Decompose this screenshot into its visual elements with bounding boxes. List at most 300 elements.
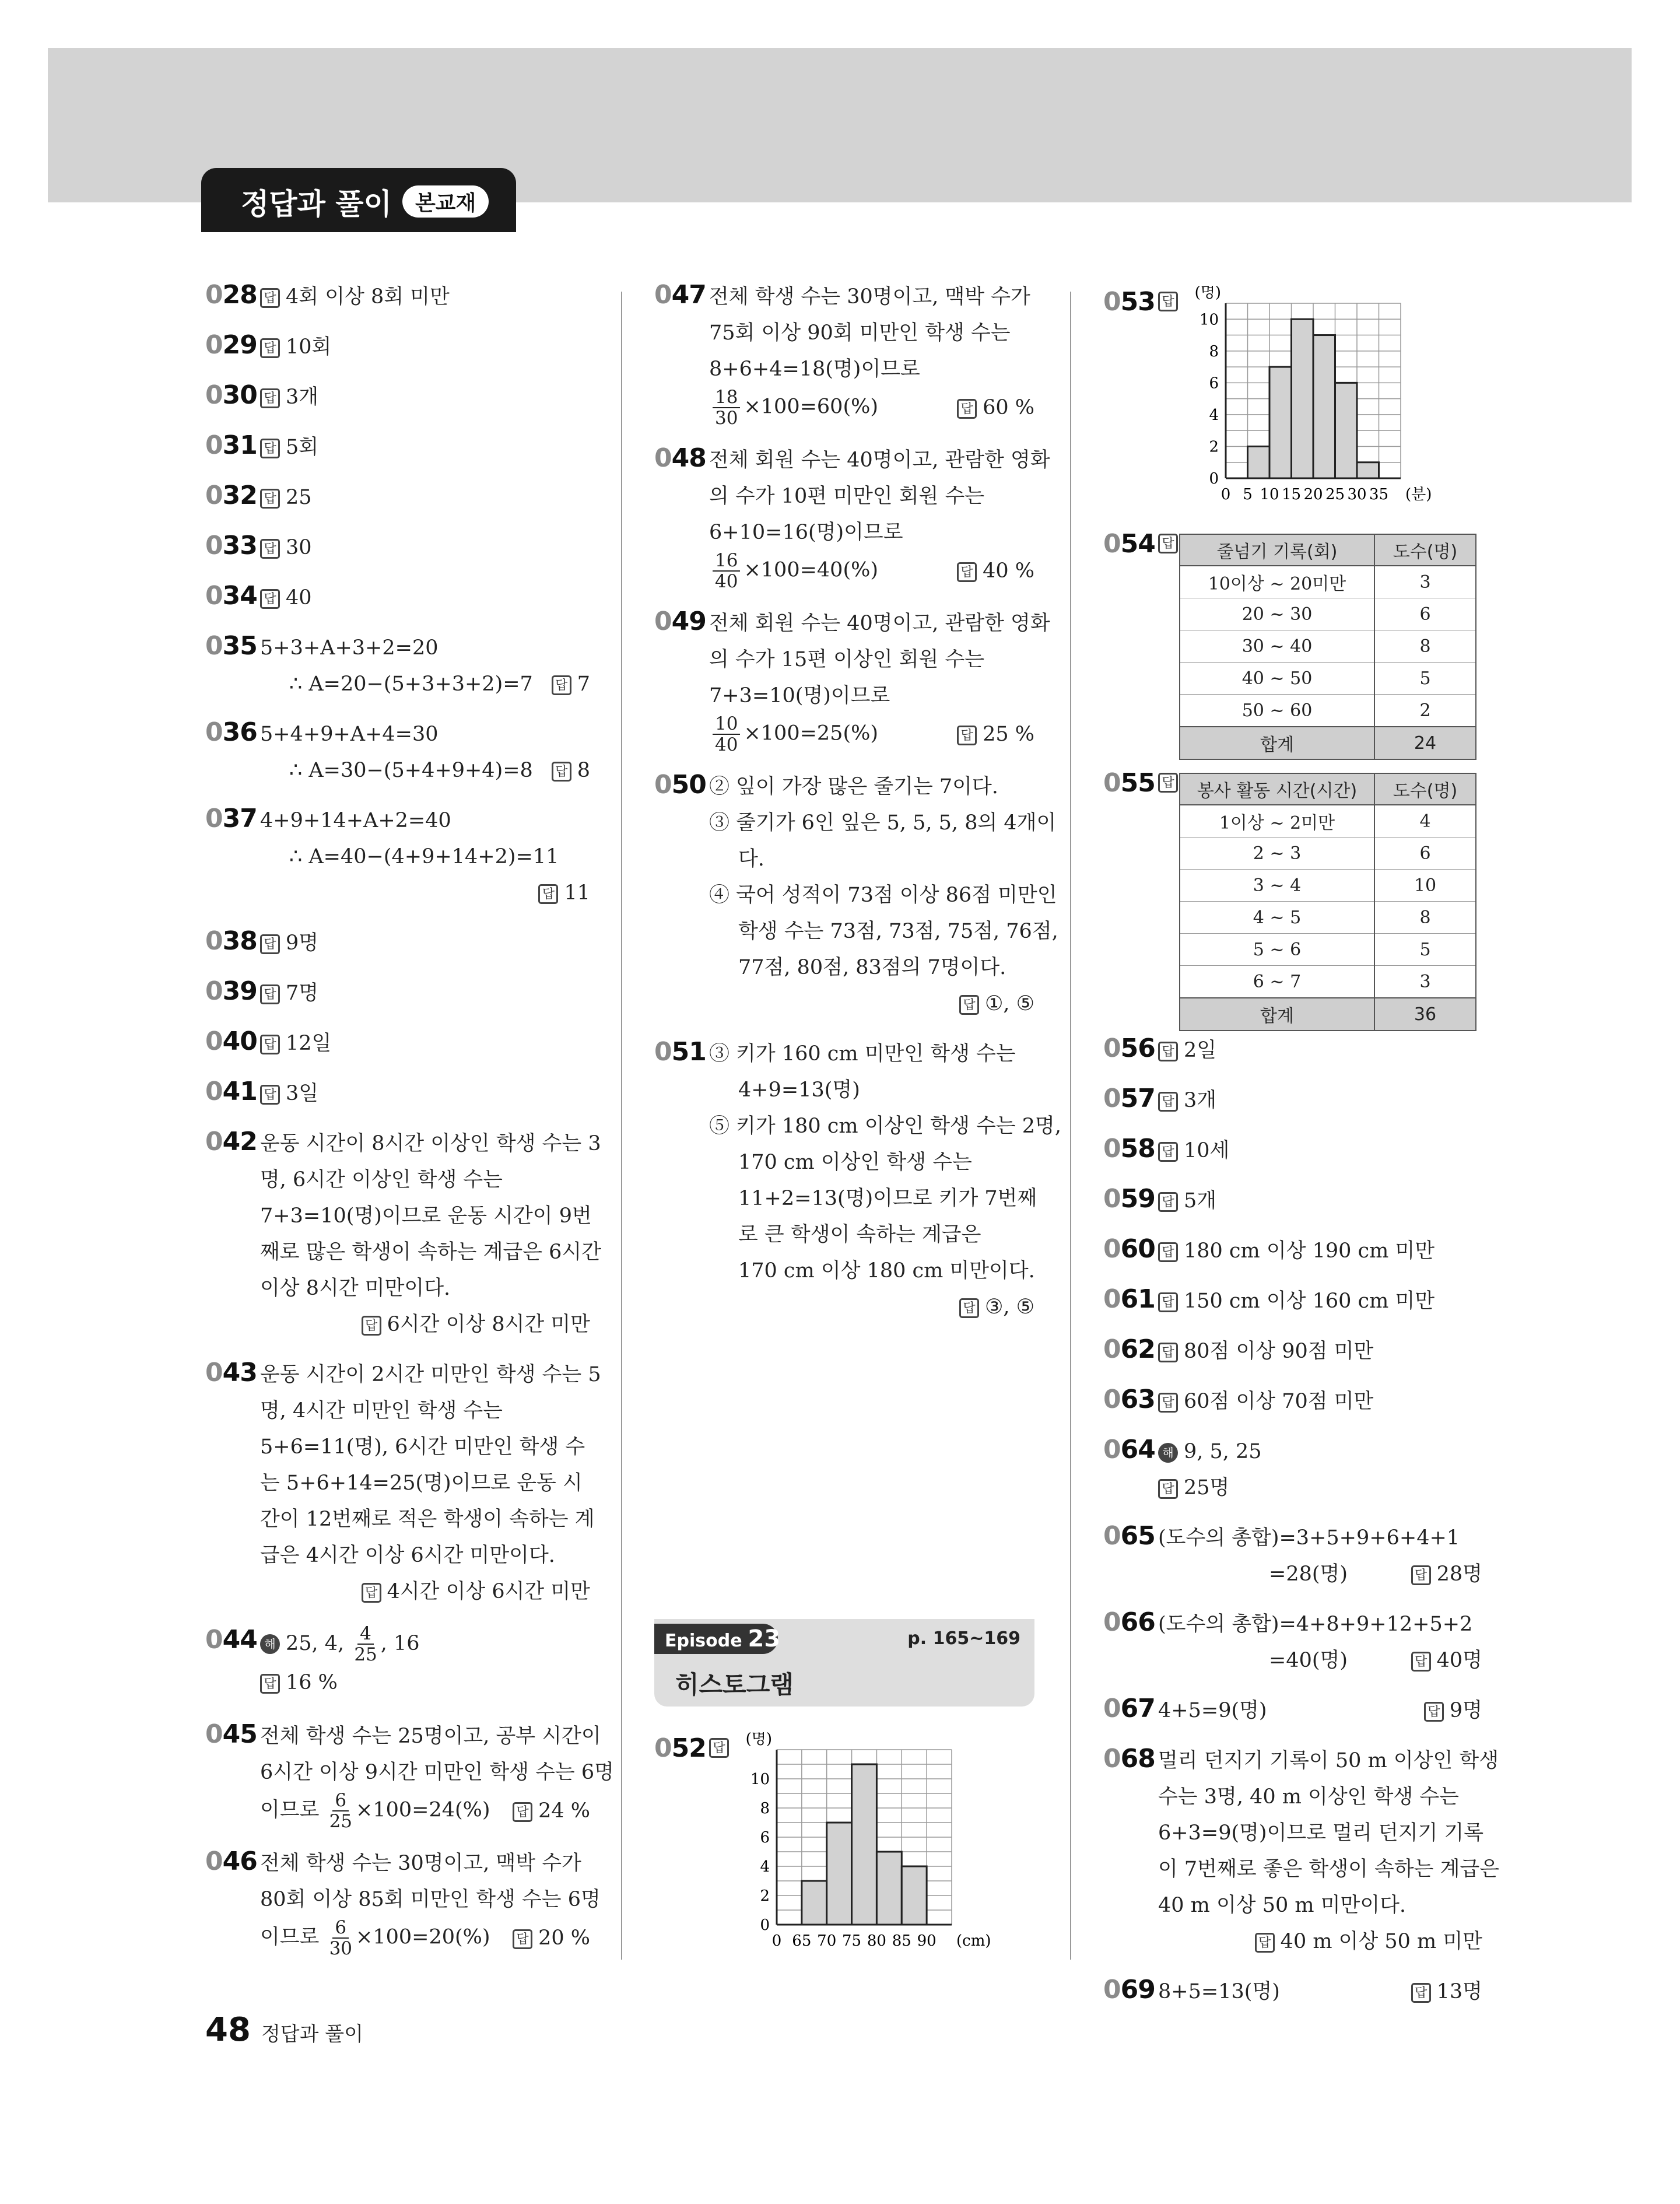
column-2 xyxy=(654,279,1061,1339)
final-answer xyxy=(957,716,1034,752)
question-number-value: 44 xyxy=(222,1625,257,1655)
question-number xyxy=(205,1846,257,1876)
histogram-bar xyxy=(1248,446,1270,478)
question-number xyxy=(1103,1033,1155,1063)
question-number-value: 43 xyxy=(222,1358,257,1387)
line-content: 3개 xyxy=(286,386,319,409)
table-row xyxy=(1180,630,1476,663)
question-number-prefix: 0 xyxy=(205,631,223,661)
x-tick-label: 0 xyxy=(1220,486,1231,503)
answer-lines xyxy=(260,925,590,961)
line-text xyxy=(1158,1440,1262,1463)
question-number xyxy=(654,1037,706,1067)
line-text xyxy=(260,1204,592,1228)
line-content: 40 m 이상 50 m 미만이다. xyxy=(1158,1894,1407,1917)
question-number xyxy=(1103,1435,1155,1464)
answer-line xyxy=(260,630,590,666)
answer-mark: 답 xyxy=(552,762,571,782)
line-content: 11+2=13(명)이므로 키가 7번째 xyxy=(738,1187,1037,1210)
line-text xyxy=(260,285,450,309)
answer-lines xyxy=(709,769,1058,1022)
line-content: 180 cm 이상 190 cm 미만 xyxy=(1184,1239,1435,1263)
line-text xyxy=(738,1259,1035,1283)
histogram-svg xyxy=(1179,286,1471,513)
question-number-value: 66 xyxy=(1120,1607,1155,1637)
question-number xyxy=(1103,1607,1155,1637)
histogram-bar xyxy=(1335,383,1358,478)
line-content: 멀리 던지기 기록이 50 m 이상인 학생 xyxy=(1158,1749,1499,1772)
question-number xyxy=(205,926,257,956)
answer-line xyxy=(1158,1556,1482,1592)
answer-line xyxy=(260,1306,590,1343)
question-number xyxy=(1103,1334,1155,1364)
class-interval: 6 ~ 7 xyxy=(1180,966,1374,998)
line-content: 6+3=9(명)이므로 멀리 던지기 기록 xyxy=(1158,1821,1484,1845)
question-number xyxy=(654,443,706,473)
line-text xyxy=(260,1888,601,1911)
line-text xyxy=(1158,1526,1460,1550)
question-number-prefix: 0 xyxy=(205,380,223,410)
histogram-bar xyxy=(1357,462,1379,478)
question-number-value: 40 xyxy=(222,1026,257,1056)
column-1 xyxy=(205,279,614,1972)
question-item xyxy=(1103,1434,1482,1506)
x-axis-label: (분) xyxy=(1405,486,1432,503)
line-text xyxy=(1158,1749,1499,1772)
question-item xyxy=(205,1718,614,1832)
line-text xyxy=(260,1168,503,1192)
line-content: ③ 줄기가 6인 잎은 5, 5, 5, 8의 4개이 xyxy=(709,811,1057,835)
answer-mark: 답 xyxy=(709,1738,729,1758)
answer-line xyxy=(1158,1743,1499,1779)
table-row xyxy=(1180,870,1476,902)
question-number-value: 59 xyxy=(1120,1184,1155,1214)
table-row xyxy=(1180,902,1476,934)
line-text xyxy=(260,1435,585,1459)
y-tick-label: 10 xyxy=(750,1771,770,1788)
y-tick-label: 4 xyxy=(1209,406,1219,424)
fraction-denominator: 40 xyxy=(715,734,738,755)
question-number-prefix: 0 xyxy=(205,1846,223,1876)
fraction xyxy=(713,387,740,428)
question-item xyxy=(205,630,590,702)
line-content: 80점 이상 90점 미만 xyxy=(1184,1340,1374,1363)
answer-line xyxy=(260,329,590,365)
class-interval: 3 ~ 4 xyxy=(1180,870,1374,902)
histogram-bar xyxy=(902,1866,927,1925)
line-suffix: ×100=24(%) xyxy=(356,1798,490,1822)
answer-line xyxy=(1158,1183,1482,1219)
answer-lines xyxy=(1158,1283,1482,1319)
question-number xyxy=(654,607,706,636)
final-answer xyxy=(538,881,590,905)
line-text xyxy=(709,775,998,798)
answer-lines xyxy=(1158,1133,1482,1169)
question-number-value: 34 xyxy=(222,581,257,611)
line-content: 다. xyxy=(738,847,764,871)
episode-title: 히스토그램 xyxy=(675,1670,794,1699)
line-content: 8+5=13(명) xyxy=(1158,1980,1280,2003)
question-item xyxy=(205,379,590,415)
header-title: 정답과 풀이 xyxy=(241,187,392,221)
final-answer xyxy=(1411,1642,1482,1679)
final-answer-text: 6시간 이상 8시간 미만 xyxy=(387,1313,590,1336)
final-answer-text: 13명 xyxy=(1436,1980,1482,2003)
answer-line xyxy=(1158,1887,1482,1923)
answer-line xyxy=(1158,1434,1482,1470)
answer-line xyxy=(1158,1520,1482,1556)
question-number-prefix: 0 xyxy=(205,1625,223,1655)
line-text xyxy=(738,1187,1037,1210)
answer-line xyxy=(709,949,1034,986)
answer-lines xyxy=(1158,1520,1482,1592)
question-number-prefix: 0 xyxy=(205,976,223,1006)
question-number-prefix: 0 xyxy=(205,926,223,956)
question-number-value: 50 xyxy=(671,770,706,800)
question-number-prefix: 0 xyxy=(205,804,223,833)
question-number-value: 61 xyxy=(1120,1284,1155,1314)
line-text xyxy=(1158,1821,1483,1845)
fraction xyxy=(329,1918,352,1958)
line-text xyxy=(709,551,878,591)
question-item xyxy=(654,605,1050,755)
question-number-value: 65 xyxy=(1120,1521,1155,1551)
answer-line xyxy=(260,875,590,911)
answer-mark: 답 xyxy=(260,984,280,1004)
line-content: 12일 xyxy=(286,1032,332,1055)
line-content: 의 수가 10편 미만인 회원 수는 xyxy=(709,485,985,508)
question-number xyxy=(205,1026,257,1056)
answer-line xyxy=(260,666,590,702)
answer-line xyxy=(709,841,1034,877)
answer-lines xyxy=(260,1718,614,1832)
histogram-53 xyxy=(1179,286,1471,516)
line-text xyxy=(260,1399,503,1422)
line-content: 4+9=13(명) xyxy=(738,1078,860,1102)
question-number-value: 58 xyxy=(1120,1134,1155,1164)
line-content: 는 5+6+14=25(명)이므로 운동 시 xyxy=(260,1471,583,1495)
answer-line xyxy=(709,605,1050,642)
line-text xyxy=(709,612,1050,635)
answer-line xyxy=(709,769,1034,805)
question-number-prefix: 0 xyxy=(1103,1435,1121,1464)
question-item xyxy=(1103,1082,1482,1119)
histogram-bar xyxy=(1292,319,1314,478)
line-content: 4+5=9(명) xyxy=(1158,1699,1267,1722)
line-content: 9, 5, 25 xyxy=(1184,1440,1262,1463)
answer-mark: 답 xyxy=(1158,1292,1178,1312)
line-content: 학생 수는 73점, 73점, 75점, 76점, xyxy=(738,920,1058,943)
line-text xyxy=(260,1623,420,1665)
question-item xyxy=(654,769,1058,1022)
question-item xyxy=(205,479,590,516)
answer-mark: 답 xyxy=(260,439,280,458)
question-number xyxy=(205,481,257,510)
line-text xyxy=(1158,1785,1459,1809)
fraction-numerator: 18 xyxy=(713,387,740,408)
question-number-value: 49 xyxy=(671,607,706,636)
answer-mark: 답 xyxy=(1424,1702,1444,1722)
line-content: 9명 xyxy=(286,931,319,955)
question-item xyxy=(205,803,590,911)
question-number-prefix: 0 xyxy=(1103,1134,1121,1164)
final-answer-text: 24 % xyxy=(538,1799,590,1823)
answer-line xyxy=(260,1845,590,1881)
line-content: 수는 3명, 40 m 이상인 학생 수는 xyxy=(1158,1785,1459,1809)
final-answer-text: 40 m 이상 50 m 미만 xyxy=(1280,1930,1482,1953)
y-tick-label: 6 xyxy=(760,1829,770,1846)
question-number-prefix: 0 xyxy=(1103,1284,1121,1314)
line-text xyxy=(738,847,764,871)
table-row xyxy=(1180,934,1476,966)
class-interval: 20 ~ 30 xyxy=(1180,598,1374,630)
line-text xyxy=(260,1790,490,1831)
answer-lines xyxy=(260,716,590,789)
y-axis-label: (명) xyxy=(1194,286,1221,302)
line-content: 이 7번째로 좋은 학생이 속하는 계급은 xyxy=(1158,1858,1500,1881)
final-answer xyxy=(959,1295,1034,1319)
footer-title: 정답과 풀이 xyxy=(261,2023,363,2046)
line-text xyxy=(738,1223,981,1246)
answer-mark: 답 xyxy=(513,1929,532,1949)
answer-line xyxy=(709,1217,1034,1253)
line-suffix: ×100=20(%) xyxy=(356,1925,490,1949)
question-number xyxy=(205,531,257,560)
answer-mark: 답 xyxy=(1411,1652,1431,1672)
question-number xyxy=(205,581,257,611)
question-item xyxy=(1103,1606,1482,1679)
y-tick-label: 6 xyxy=(1209,374,1219,393)
line-text xyxy=(260,436,318,459)
histogram-bar xyxy=(1269,367,1292,478)
question-number xyxy=(205,1625,257,1655)
answer-line xyxy=(1158,1815,1482,1851)
frequency: 2 xyxy=(1374,695,1476,727)
answer-mark: 답 xyxy=(513,1802,532,1822)
answer-line xyxy=(260,975,590,1011)
answer-line xyxy=(260,1574,590,1610)
line-text xyxy=(260,1082,318,1105)
question-number-value: 51 xyxy=(671,1037,706,1067)
question-number-value: 28 xyxy=(222,280,257,310)
question-number: 055 xyxy=(1103,768,1155,798)
question-number xyxy=(205,1358,257,1387)
line-text xyxy=(260,536,312,559)
column-header: 도수(명) xyxy=(1374,773,1476,805)
answer-line xyxy=(1158,1233,1482,1269)
question-number-value: 41 xyxy=(222,1077,257,1106)
line-content: ∴ A=20−(5+3+3+2)=7 xyxy=(289,672,533,696)
answer-lines xyxy=(260,803,590,911)
final-answer-text: 40명 xyxy=(1436,1649,1482,1672)
table-row xyxy=(1180,695,1476,727)
frequency: 8 xyxy=(1374,902,1476,934)
answer-line xyxy=(260,1126,601,1162)
question-number-prefix: 0 xyxy=(1103,1033,1121,1063)
question-number-prefix: 0 xyxy=(205,717,223,747)
line-text xyxy=(260,1725,601,1748)
answer-lines xyxy=(260,279,590,315)
total-row xyxy=(1180,727,1476,759)
answer-mark: 답 xyxy=(1158,1479,1178,1499)
answer-lines xyxy=(260,1624,590,1701)
answer-mark: 답 xyxy=(1158,534,1178,553)
frequency-table xyxy=(1179,773,1476,1031)
answer-line xyxy=(709,805,1057,841)
line-text xyxy=(260,1032,331,1055)
line-content: 150 cm 이상 160 cm 미만 xyxy=(1184,1290,1435,1313)
answer-lines xyxy=(1158,1434,1482,1506)
x-tick-label: 0 xyxy=(771,1932,782,1950)
question-item xyxy=(205,1126,602,1343)
question-item xyxy=(654,442,1050,592)
line-suffix: ×100=25(%) xyxy=(743,721,879,745)
answer-line xyxy=(709,642,1034,678)
question-number-value: 45 xyxy=(222,1719,257,1749)
question-number-value: 37 xyxy=(222,804,257,833)
answer-line xyxy=(260,1465,590,1501)
line-content: 8+6+4=18(명)이므로 xyxy=(709,358,920,381)
answer-line xyxy=(709,514,1034,551)
answer-line xyxy=(709,1180,1037,1217)
answer-line xyxy=(709,1289,1034,1325)
line-text xyxy=(260,982,318,1005)
fraction-denominator: 25 xyxy=(354,1644,377,1665)
question-number-value: 31 xyxy=(222,430,257,460)
question-number-prefix: 0 xyxy=(654,1037,672,1067)
question-number-prefix: 0 xyxy=(205,1127,223,1157)
answer-mark: 답 xyxy=(959,1298,979,1318)
answer-line xyxy=(260,1501,595,1537)
question-number xyxy=(1103,1284,1155,1314)
line-content: 로 큰 학생이 속하는 계급은 xyxy=(738,1223,981,1246)
frequency: 5 xyxy=(1374,663,1476,695)
answer-mark: 답 xyxy=(1158,1042,1178,1061)
answer-line xyxy=(709,279,1034,315)
line-content: 5개 xyxy=(1184,1189,1217,1213)
frequency-table-54 xyxy=(1179,531,1476,760)
question-item xyxy=(205,329,590,365)
final-answer xyxy=(1255,1930,1482,1953)
line-text xyxy=(260,386,318,409)
answer-line xyxy=(1158,1283,1482,1319)
question-number-prefix: 0 xyxy=(1103,1084,1121,1113)
answer-line xyxy=(1158,1851,1500,1887)
line-content: 2일 xyxy=(1184,1039,1217,1062)
line-text xyxy=(260,931,318,955)
histogram-bar xyxy=(802,1881,827,1925)
line-text xyxy=(1158,1894,1406,1917)
line-content: (도수의 총합)=4+8+9+12+5+2 xyxy=(1158,1613,1473,1636)
class-interval: 30 ~ 40 xyxy=(1180,630,1374,663)
question-number-value: 57 xyxy=(1120,1084,1155,1113)
answer-mark: 답 xyxy=(260,388,280,408)
class-interval: 1이상 ~ 2미만 xyxy=(1180,805,1374,838)
column-3-answers xyxy=(1103,1032,1500,2024)
answer-lines xyxy=(1158,1333,1482,1369)
final-answer xyxy=(552,666,590,702)
question-number-prefix: 0 xyxy=(1103,1521,1121,1551)
question-number xyxy=(205,1719,257,1749)
question-item xyxy=(205,1025,590,1061)
question-number: 054 xyxy=(1103,529,1155,559)
line-text xyxy=(709,485,984,508)
final-answer xyxy=(1411,1556,1482,1592)
line-content: 3개 xyxy=(1184,1089,1217,1112)
line-content: ③ 키가 160 cm 미만인 학생 수는 xyxy=(709,1042,1016,1066)
answer-line xyxy=(709,1036,1034,1072)
question-number xyxy=(1103,1234,1155,1264)
answer-mark: 답 xyxy=(1411,1565,1431,1585)
line-content: 60점 이상 70점 미만 xyxy=(1184,1390,1374,1413)
histogram-bar xyxy=(852,1764,877,1925)
line-text xyxy=(1158,1613,1472,1636)
answer-line xyxy=(260,479,590,516)
line-text xyxy=(1158,1390,1373,1413)
line-content: 급은 4시간 이상 6시간 미만이다. xyxy=(260,1544,555,1567)
question-number: 052 xyxy=(654,1733,706,1763)
x-tick-label: 10 xyxy=(1260,486,1279,503)
question-number xyxy=(205,1077,257,1106)
final-answer-text: 11 xyxy=(564,881,590,905)
question-item xyxy=(1103,1233,1482,1269)
question-number-prefix: 0 xyxy=(205,1358,223,1387)
line-text xyxy=(709,1042,1016,1066)
table-header-row xyxy=(1180,534,1476,566)
frequency: 6 xyxy=(1374,598,1476,630)
question-item xyxy=(205,580,590,616)
frequency: 8 xyxy=(1374,630,1476,663)
y-tick-label: 8 xyxy=(760,1800,770,1817)
final-answer xyxy=(513,1793,590,1829)
line-text xyxy=(738,1078,860,1102)
line-content: 전체 회원 수는 40명이고, 관람한 영화 xyxy=(709,612,1050,635)
final-answer-text: 7 xyxy=(577,672,590,696)
line-text xyxy=(1158,1476,1229,1499)
class-interval: 4 ~ 5 xyxy=(1180,902,1374,934)
fraction xyxy=(713,551,740,591)
fraction-denominator: 30 xyxy=(329,1938,353,1959)
answer-mark: 답 xyxy=(957,726,977,745)
line-text xyxy=(709,648,984,671)
answer-line xyxy=(260,429,590,465)
line-prefix: 25, 4, xyxy=(286,1631,351,1655)
line-text xyxy=(1158,1189,1216,1213)
class-interval: 40 ~ 50 xyxy=(1180,663,1374,695)
frequency: 6 xyxy=(1374,838,1476,870)
final-answer-text: ③, ⑤ xyxy=(984,1295,1034,1319)
question-number-prefix: 0 xyxy=(205,531,223,560)
total-label: 합계 xyxy=(1180,727,1374,759)
answer-line xyxy=(1158,1779,1482,1815)
histogram-bar xyxy=(827,1823,852,1925)
answer-line xyxy=(709,315,1034,351)
answer-line xyxy=(709,387,1034,428)
question-item xyxy=(205,1357,601,1610)
answer-lines xyxy=(260,329,590,365)
line-content: 전체 학생 수는 25명이고, 공부 시간이 xyxy=(260,1725,601,1748)
question-number-value: 39 xyxy=(222,976,257,1006)
question-number xyxy=(205,430,257,460)
line-text xyxy=(260,1671,338,1694)
final-answer-text: 20 % xyxy=(538,1926,590,1950)
answer-mark: 답 xyxy=(260,1085,280,1105)
question-item xyxy=(205,716,590,789)
answer-line xyxy=(260,580,590,616)
answer-mark: 답 xyxy=(1158,1092,1178,1112)
question-item xyxy=(205,279,590,315)
answer-mark: 답 xyxy=(260,1674,280,1694)
